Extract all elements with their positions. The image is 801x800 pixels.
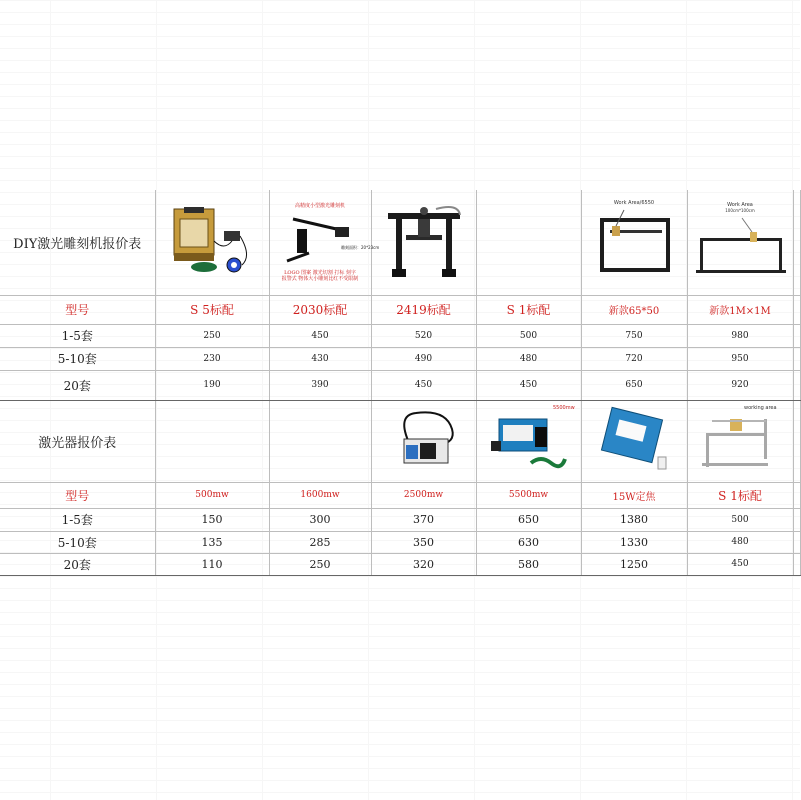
edge-cell bbox=[793, 347, 800, 370]
laser-image-15w bbox=[581, 400, 687, 482]
laser-price: 320 bbox=[371, 553, 476, 575]
product-image-2419 bbox=[371, 190, 476, 295]
engraver-price: 950 bbox=[687, 347, 793, 370]
product-image-s1-empty bbox=[476, 190, 581, 295]
product-image-1mx1m bbox=[687, 190, 793, 295]
engraver-row-label: 1-5套 bbox=[0, 324, 155, 347]
laser-row bbox=[0, 531, 800, 553]
engraver-model-header: 型号 bbox=[0, 295, 155, 324]
laser-row bbox=[0, 553, 800, 575]
engraver-price: 190 bbox=[155, 370, 269, 400]
laser-price: 450 bbox=[687, 553, 793, 575]
product-image-65x50 bbox=[581, 190, 687, 295]
engraver-price: 480 bbox=[476, 347, 581, 370]
laser-price: 150 bbox=[155, 508, 269, 531]
engraver-price: 650 bbox=[581, 370, 687, 400]
engraver-model-0: S 5标配 bbox=[155, 295, 269, 324]
laser-model-header: 型号 bbox=[0, 482, 155, 508]
engraver-price: 390 bbox=[269, 370, 371, 400]
laser-price: 350 bbox=[371, 531, 476, 553]
edge-cell bbox=[793, 531, 800, 553]
engraver-price: 980 bbox=[687, 324, 793, 347]
laser-price: 1330 bbox=[581, 531, 687, 553]
product-image-s5 bbox=[155, 190, 269, 295]
edge-cell bbox=[793, 295, 800, 324]
laser-model-3: 5500mw bbox=[476, 482, 581, 508]
engraver-model-3: S 1标配 bbox=[476, 295, 581, 324]
engraver-row bbox=[0, 324, 800, 347]
product-2030-title: 高精度小型激光雕刻机 bbox=[294, 202, 345, 209]
laser-price: 300 bbox=[269, 508, 371, 531]
engraver-price: 490 bbox=[371, 347, 476, 370]
laser-model-0: 500mw bbox=[155, 482, 269, 508]
price-sheet bbox=[0, 190, 800, 576]
engraver-image-row bbox=[0, 190, 800, 295]
engraver-price: 500 bbox=[476, 324, 581, 347]
engraver-price: 450 bbox=[371, 370, 476, 400]
product-2030-note1: LOGO 图案 激光切割 打标 刻字 bbox=[284, 269, 356, 276]
laser-row-label: 5-10套 bbox=[0, 531, 155, 553]
engraver-row bbox=[0, 370, 800, 400]
laser-price: 135 bbox=[155, 531, 269, 553]
engraver-price: 920 bbox=[687, 370, 793, 400]
engraver-row bbox=[0, 347, 800, 370]
laser-5500-label: 5500mw bbox=[552, 404, 575, 411]
engraver-row-label: 20套 bbox=[0, 370, 155, 400]
laser-image-empty-0 bbox=[155, 400, 269, 482]
price-table bbox=[0, 190, 801, 576]
engraver-price: 230 bbox=[155, 347, 269, 370]
edge-cell bbox=[793, 508, 800, 531]
edge-cell bbox=[793, 324, 800, 347]
laser-price: 110 bbox=[155, 553, 269, 575]
laser-price: 580 bbox=[476, 553, 581, 575]
laser-model-1: 1600mw bbox=[269, 482, 371, 508]
engraver-model-4: 新款65*50 bbox=[581, 295, 687, 324]
engraver-price: 250 bbox=[155, 324, 269, 347]
edge-cell bbox=[793, 370, 800, 400]
laser-machine-label: working area bbox=[744, 404, 777, 411]
edge-cell bbox=[793, 400, 800, 482]
edge-cell bbox=[793, 190, 800, 295]
engraver-price: 430 bbox=[269, 347, 371, 370]
laser-price: 630 bbox=[476, 531, 581, 553]
laser-model-2: 2500mw bbox=[371, 482, 476, 508]
laser-table-title: 激光器报价表 bbox=[0, 400, 155, 482]
engraver-row-label: 5-10套 bbox=[0, 347, 155, 370]
product-1m-size: 100cm*100cm bbox=[725, 207, 755, 213]
engraver-header-row bbox=[0, 295, 800, 324]
laser-price: 500 bbox=[687, 508, 793, 531]
laser-price: 1380 bbox=[581, 508, 687, 531]
engraver-model-5: 新款1M×1M bbox=[687, 295, 793, 324]
edge-cell bbox=[793, 482, 800, 508]
laser-price: 370 bbox=[371, 508, 476, 531]
laser-image-empty-1 bbox=[269, 400, 371, 482]
laser-price: 480 bbox=[687, 531, 793, 553]
laser-price: 1250 bbox=[581, 553, 687, 575]
laser-row bbox=[0, 508, 800, 531]
edge-cell bbox=[793, 553, 800, 575]
laser-row-label: 1-5套 bbox=[0, 508, 155, 531]
laser-price: 250 bbox=[269, 553, 371, 575]
laser-model-5: S 1标配 bbox=[687, 482, 793, 508]
laser-model-4: 15W定焦 bbox=[581, 482, 687, 508]
engraver-price: 750 bbox=[581, 324, 687, 347]
engraver-model-2: 2419标配 bbox=[371, 295, 476, 324]
engraver-price: 450 bbox=[269, 324, 371, 347]
laser-image-row bbox=[0, 400, 800, 482]
laser-image-s1 bbox=[687, 400, 793, 482]
laser-image-5500mw bbox=[476, 400, 581, 482]
laser-row-label: 20套 bbox=[0, 553, 155, 575]
product-2030-note2: 报警式 物体大小雕刻比红不受限制 bbox=[281, 275, 359, 282]
product-6550-area: Work Area/6550 bbox=[613, 199, 655, 206]
laser-price: 285 bbox=[269, 531, 371, 553]
product-image-2030 bbox=[269, 190, 380, 295]
laser-header-row bbox=[0, 482, 800, 508]
engraver-model-1: 2030标配 bbox=[269, 295, 371, 324]
engraver-price: 520 bbox=[371, 324, 476, 347]
product-2030-sub: 雕刻面积：20*23cm bbox=[341, 244, 380, 250]
laser-price: 650 bbox=[476, 508, 581, 531]
laser-image-2500mw bbox=[371, 400, 476, 482]
engraver-table-title: DIY激光雕刻机报价表 bbox=[0, 190, 155, 295]
engraver-price: 450 bbox=[476, 370, 581, 400]
engraver-price: 720 bbox=[581, 347, 687, 370]
product-1m-area: Work Area bbox=[727, 201, 753, 208]
